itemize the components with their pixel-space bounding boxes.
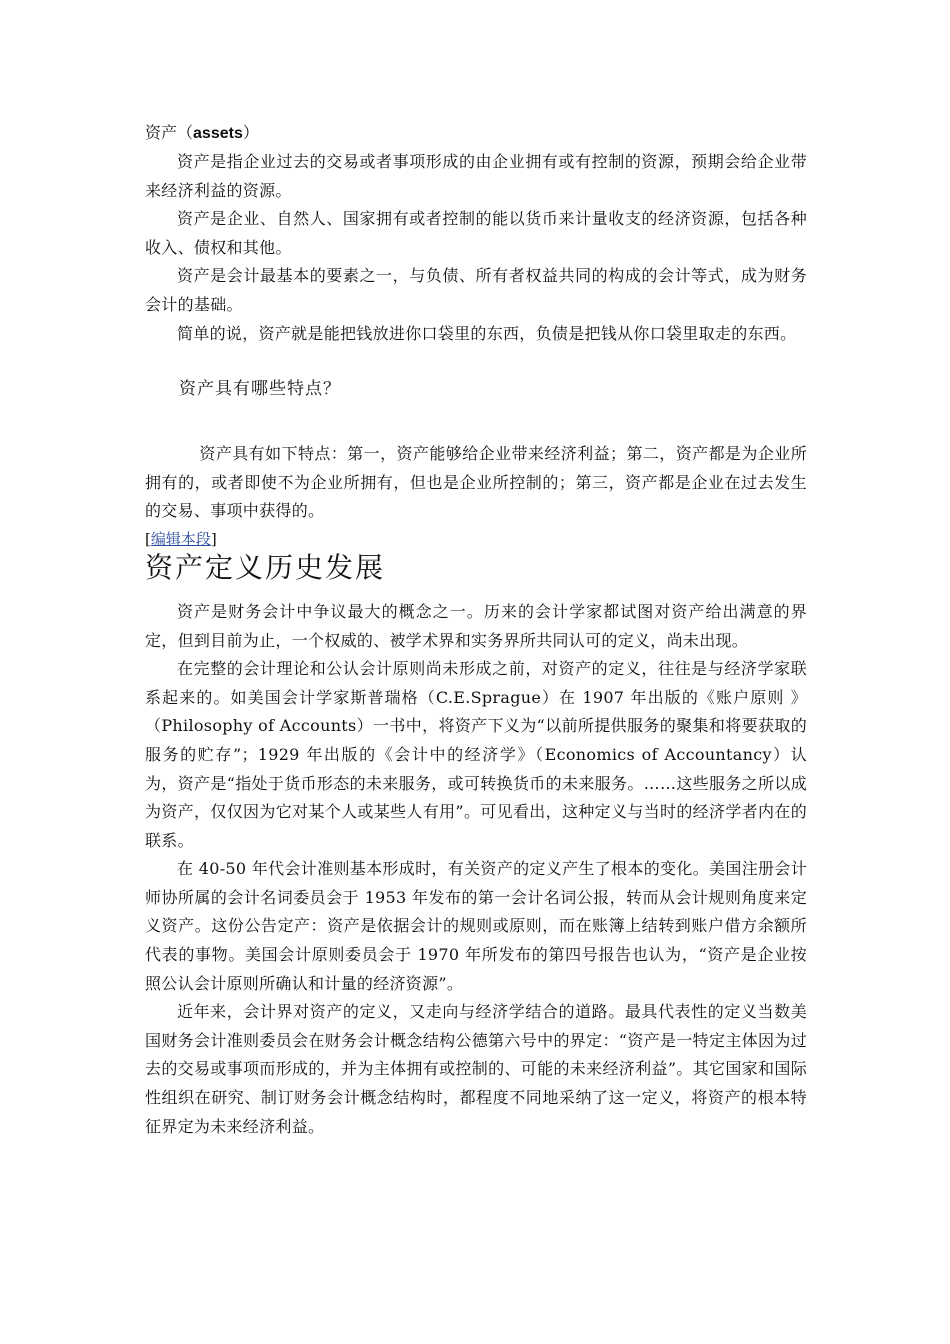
edit-link-open: [: [145, 529, 151, 548]
intro-paragraph: 资产是会计最基本的要素之一，与负债、所有者权益共同的构成的会计等式，成为财务会计的基础。: [145, 266, 807, 314]
title-cn: 资产（: [145, 123, 194, 142]
edit-link-close: ]: [210, 529, 217, 548]
title-en: assets: [193, 125, 243, 142]
question-heading: 资产具有哪些特点？: [179, 379, 341, 400]
edit-section-link[interactable]: [145, 530, 807, 548]
section-heading: 资产定义历史发展: [145, 550, 386, 584]
intro-paragraph: 简单的说，资产就是能把钱放进你口袋里的东西，负债是把钱从你口袋里取走的东西。: [177, 323, 797, 343]
intro-paragraph: 资产是企业、自然人、国家拥有或者控制的能以货币来计量收支的经济资源，包括各种收入、债权和其他。: [145, 209, 807, 257]
title-close: ）: [242, 123, 259, 142]
history-paragraph: 资产是财务会计中争议最大的概念之一。历来的会计学家都试图对资产给出满意的界定，但到目前为止，一个权威的、被学术界和实务界所共同认可的定义，尚未出现。: [145, 601, 807, 650]
answer-paragraph: 资产具有如下特点：第一，资产能够给企业带来经济利益；第二，资产都是为企业所拥有的，或者即使不为企业所拥有，但也是企业所控制的；第三，资产都是企业在过去发生的交易、事项中获得的。: [145, 444, 807, 521]
edit-link-label[interactable]: 编辑本段: [150, 529, 211, 548]
history-paragraph: 在完整的会计理论和公认会计原则尚未形成之前，对资产的定义，往往是与经济学家联系起来的。如美国会计学家斯普瑞格（C.E.Sprague）在 1907 年出版的《账户原则 》（Philosophy of Accounts）一书中，将资产下义为“以前所提供服务的聚集和将要获取的服务的贮存”；1929 年出版的《会计中的经济学》（Economics of Accountancy）认为，资产是“指处于货币形态的未来服务，或可转换货币的未来服务。……这些服务之所以成为资产，仅仅因为它对某个人或某些人有用”。可见看出，这种定义与当时的经济学者内在的联系。: [145, 659, 807, 850]
document-page: [145, 118, 807, 1141]
intro-paragraph: 资产是指企业过去的交易或者事项形成的由企业拥有或有控制的资源，预期会给企业带来经济利益的资源。: [145, 152, 807, 200]
history-paragraph: 在 40-50 年代会计准则基本形成时，有关资产的定义产生了根本的变化。美国注册会计师协所属的会计名词委员会于 1953 年发布的第一会计名词公报，转而从会计规则角度来定义资产。这份公告定产：资产是依据会计的规则或原则，而在账簿上结转到账户借方余额所代表的事物。美国会计原则委员会于 1970 年所发布的第四号报告也认为，“资产是企业按照公认会计原则所确认和计量的经济资源”。: [145, 859, 807, 993]
document-title: [145, 118, 807, 148]
history-paragraph: 近年来，会计界对资产的定义，又走向与经济学结合的道路。最具代表性的定义当数美国财务会计准则委员会在财务会计概念结构公德第六号中的界定：“资产是一特定主体因为过去的交易或事项而形成的，并为主体拥有或控制的、可能的未来经济利益”。其它国家和国际性组织在研究、制订财务会计概念结构时，都程度不同地采纳了这一定义，将资产的根本特征界定为未来经济利益。: [145, 1002, 807, 1136]
